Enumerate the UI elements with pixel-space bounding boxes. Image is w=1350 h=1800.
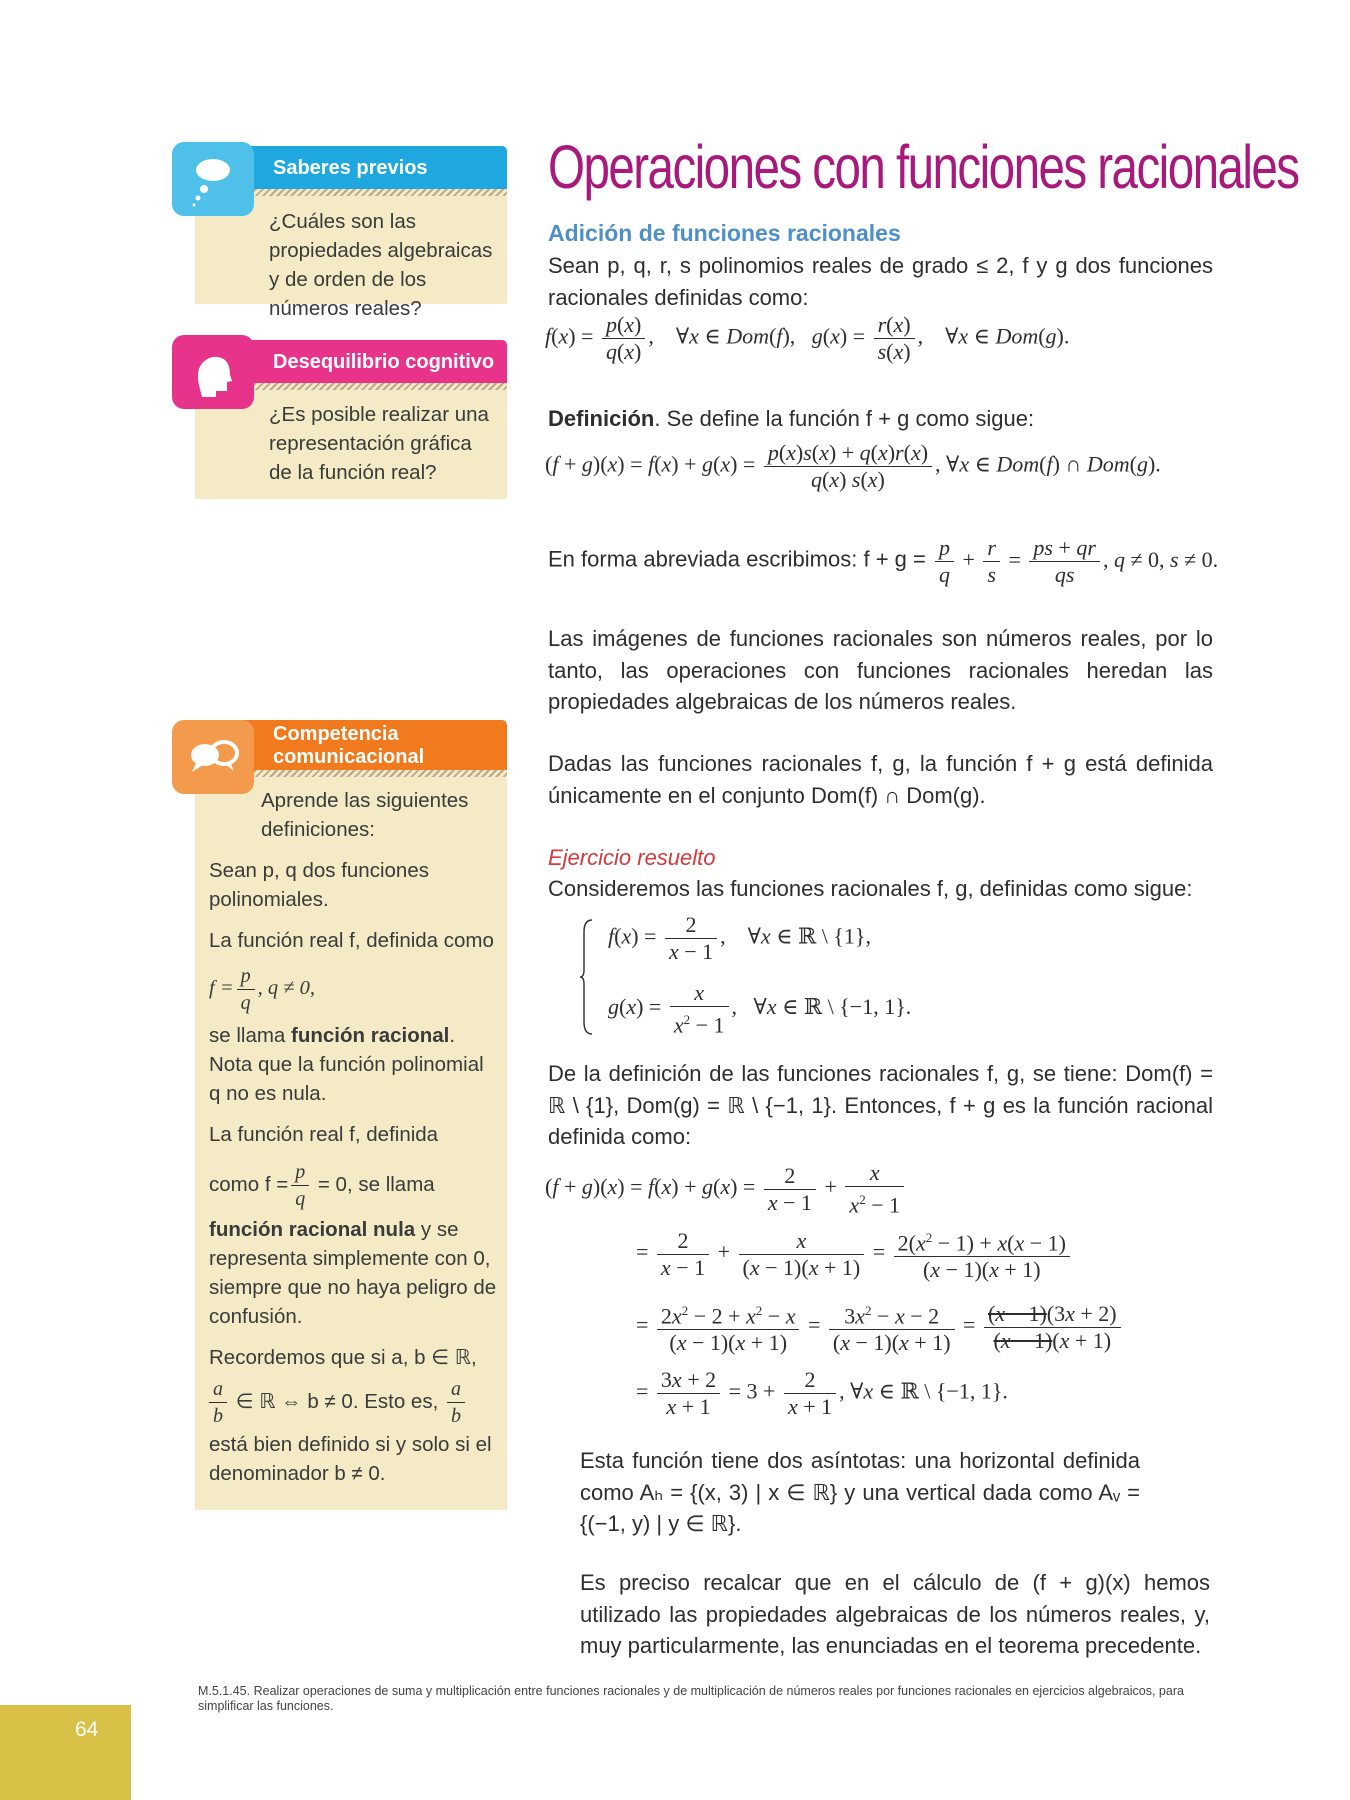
- formula1-left: f =: [209, 977, 234, 1000]
- p6-b: y se representa simplemente con 0, siempre que no haya peligro de confusión.: [209, 1218, 497, 1328]
- p8-num: a: [209, 1376, 227, 1403]
- section-subtitle: Adición de funciones racionales: [548, 220, 901, 246]
- abbreviated-form: En forma abreviada escribimos: f + g = $\frac{p}{q}$ + $\frac{r}{s}$ = $\frac{ps + qr}{qs}$ , q ≠ 0, s ≠ 0.: [548, 535, 1219, 587]
- p6-bold: función racional nula: [209, 1218, 416, 1241]
- formula-nula: [209, 1159, 499, 1215]
- p8-num-2: a: [447, 1376, 465, 1403]
- definition-f-g: f(x) = $\frac{p(x)}{q(x)}$ , ∀x ∈ Dom(f), g(x) = $\frac{r(x)}{s(x)}$ , ∀x ∈ Dom(g).: [545, 312, 1070, 364]
- p5-a: como f =: [209, 1172, 289, 1196]
- competencia-text: [209, 786, 499, 1488]
- competencia-p6: [209, 1215, 499, 1331]
- system-f: f(x) = $\frac{2}{x - 1}$ , ∀x ∈ ℝ \ {1},: [608, 912, 871, 964]
- competencia-title-2: comunicacional: [273, 746, 425, 768]
- calc-line-4: = $\frac{3x + 2}{x + 1}$ = 3 + $\frac{2}{x + 1}$ , ∀x ∈ ℝ \ {−1, 1}.: [636, 1367, 1008, 1419]
- abbrev-text: En forma abreviada escribimos: f + g =: [548, 546, 926, 572]
- desequilibrio-question: ¿Es posible realizar una representación gráfica de la función real?: [269, 403, 489, 484]
- paragraph-asymptotes: Esta función tiene dos asíntotas: una horizontal definida como Aₕ = {(x, 3) | x ∈ ℝ} y una vertical dada como Aᵥ = {(−1, y) | y ∈ ℝ}.: [580, 1448, 1140, 1536]
- competencia-p4: La función real f, definida: [209, 1123, 439, 1146]
- formula1-cond: , q ≠ 0,: [257, 977, 316, 1000]
- paragraph-images: Las imágenes de funciones racionales son números reales, por lo tanto, las operaciones con funciones racionales heredan las propiedades algebraicas de los números reales.: [548, 626, 1213, 714]
- p5-den: q: [295, 1188, 306, 1210]
- formula-rational: [209, 963, 499, 1015]
- sum-definition: (f + g)(x) = f(x) + g(x) = $\frac{p(x)s(x) + q(x)r(x)}{q(x) s(x)}$ , ∀x ∈ Dom(f) ∩ Dom(g).: [545, 440, 1161, 492]
- definition-paragraph: [548, 403, 1213, 435]
- desequilibrio-text: [209, 400, 499, 487]
- page-number: 64: [75, 1718, 99, 1741]
- p8-a: ∈ ℝ ⇔ b ≠ 0. Esto es,: [230, 1389, 444, 1413]
- saberes-text: [209, 207, 499, 323]
- consider-paragraph: Consideremos las funciones racionales f, g, definidas como sigue:: [548, 876, 1193, 901]
- p3-bold: función racional: [291, 1024, 450, 1047]
- formula-ab: [209, 1376, 499, 1430]
- competencia-title-1: Competencia: [273, 723, 399, 745]
- paragraph-conclusion: Es preciso recalcar que en el cálculo de (f + g)(x) hemos utilizado las propiedades algebraicas de los números reales, y, muy particularmente, las enunciadas en el teorema precedente.: [580, 1570, 1210, 1658]
- competencia-p7: Recordemos que si a, b ∈ ℝ,: [209, 1346, 477, 1369]
- head-icon: [172, 335, 254, 409]
- page-number-bar: [0, 1705, 131, 1800]
- page-title: Operaciones con funciones racionales: [548, 133, 1299, 201]
- paragraph-domain: Dadas las funciones racionales f, g, la función f + g está definida únicamente en el conjunto Dom(f) ∩ Dom(g).: [548, 751, 1213, 808]
- saberes-title: Saberes previos: [273, 157, 428, 179]
- calc-line-1: (f + g)(x) = f(x) + g(x) = $\frac{2}{x - 1}$ + $\frac{x}{x^2 - 1}$: [545, 1160, 907, 1218]
- formula1-den: q: [240, 992, 251, 1014]
- p3-b: . Nota que la función polinomial q no es nula.: [209, 1024, 484, 1105]
- definition-label: Definición: [548, 406, 655, 431]
- competencia-p1: Sean p, q dos funciones polinomiales.: [209, 859, 429, 911]
- p8-den: b: [213, 1405, 223, 1427]
- p3-a: se llama: [209, 1024, 292, 1047]
- speech-bubbles-icon: [172, 720, 254, 794]
- definition-text: . Se define la función f + g como sigue:: [654, 406, 1035, 431]
- curriculum-note: M.5.1.45. Realizar operaciones de suma y multiplicación entre funciones racionales y de multiplicación de números reales por funciones racionales en ejercicios algebraicos, para simplificar las funciones.: [198, 1684, 1184, 1713]
- competencia-p3: [209, 1021, 499, 1108]
- p5-b: = 0, se llama: [312, 1172, 435, 1196]
- ejercicio-heading: Ejercicio resuelto: [548, 845, 716, 870]
- calc-line-2: = $\frac{2}{x - 1}$ + $\frac{x}{(x - 1)(x + 1)}$ = $\frac{2(x^2 - 1) + x(x - 1)}{(x - 1)(x + 1)}$: [636, 1225, 1073, 1283]
- desequilibrio-title: Desequilibrio cognitivo: [273, 351, 495, 373]
- thought-cloud-icon: [172, 142, 254, 216]
- saberes-question: ¿Cuáles son las propiedades algebraicas y de orden de los números reales?: [269, 210, 493, 320]
- system-brace: [580, 918, 594, 1036]
- formula1-num: p: [237, 963, 255, 990]
- paragraph-definition-domains: De la definición de las funciones racionales f, g, se tiene: Dom(f) = ℝ \ {1}, Dom(g) = ℝ \ {−1, 1}. Entonces, f + g es la función racional definida como:: [548, 1061, 1213, 1149]
- competencia-p9: está bien definido si y solo si el denominador b ≠ 0.: [209, 1433, 492, 1485]
- p5-num: p: [291, 1159, 309, 1186]
- system-g: g(x) = $\frac{x}{x^2 - 1}$ , ∀x ∈ ℝ \ {−1, 1}.: [608, 980, 912, 1038]
- competencia-intro: Aprende las siguientes definiciones:: [261, 789, 469, 841]
- competencia-p2: La función real f, definida como: [209, 929, 494, 952]
- intro-paragraph: Sean p, q, r, s polinomios reales de grado ≤ 2, f y g dos funciones racionales definidas como:: [548, 253, 1213, 310]
- calc-line-3: = $\frac{2x^2 - 2 + x^2 - x}{(x - 1)(x + 1)}$ = $\frac{3x^2 - x - 2}{(x - 1)(x + 1)}$ = $\frac{(x - 1)(3x + 2)}{(x - 1)(x + 1)}$: [636, 1298, 1124, 1356]
- p8-den-2: b: [450, 1405, 461, 1427]
